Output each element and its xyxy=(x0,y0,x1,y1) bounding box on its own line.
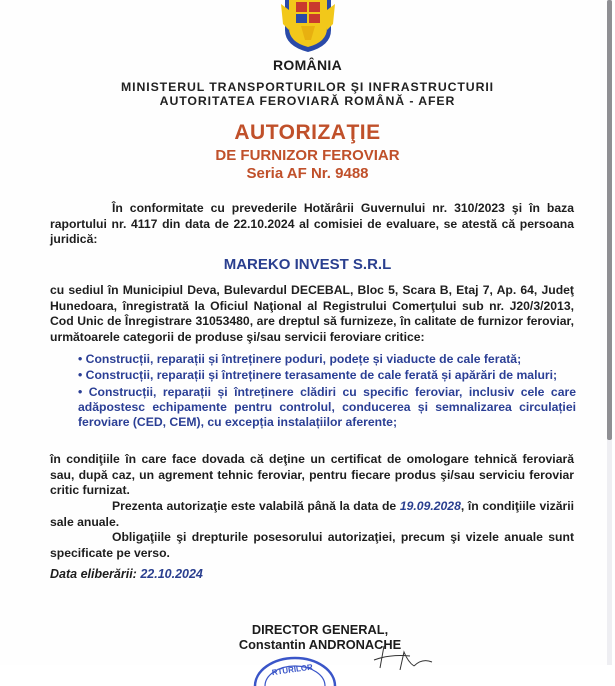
conditions-paragraph: în condiţiile în care face dovada că deţine un certificat de omologare tehnică feroviară sau, după caz, un agrement tehnic feroviar, pentru fiecare produs şi/sau serviciu feroviar critic furnizat. xyxy=(50,452,574,497)
document-series: Seria AF Nr. 9488 xyxy=(246,165,369,182)
validity-paragraph xyxy=(50,499,574,530)
ministry-name: MINISTERUL TRANSPORTURILOR ŞI INFRASTRUCTURII xyxy=(121,80,494,94)
ministry-heading xyxy=(0,80,615,108)
scrollbar-thumb[interactable] xyxy=(607,0,612,440)
official-stamp-icon xyxy=(250,646,340,686)
romania-coat-of-arms-icon xyxy=(281,0,335,52)
service-item: • Construcții, reparații și întreținere terasamente de cale ferată și apărări de maluri; xyxy=(78,368,558,383)
document-subtitle: DE FURNIZOR FEROVIAR xyxy=(215,147,400,164)
authority-name: AUTORITATEA FEROVIARĂ ROMÂNĂ - AFER xyxy=(159,94,456,108)
signature-scribble-icon xyxy=(370,640,440,670)
document-title: AUTORIZAŢIE xyxy=(234,121,381,144)
svg-text:RTURILOR: RTURILOR xyxy=(271,662,314,678)
validity-text-after: , în condiţiile vizării sale anuale. xyxy=(50,499,575,529)
issue-date-value: 22.10.2024 xyxy=(140,567,203,581)
vertical-scrollbar[interactable] xyxy=(607,0,612,665)
services-list xyxy=(78,352,576,431)
service-item: • Construcții, reparații și întreținere poduri, podețe și viaducte de cale ferată; xyxy=(78,352,522,366)
company-name: MAREKO INVEST S.R.L xyxy=(223,256,392,273)
issue-date-label: Data eliberării: xyxy=(50,567,137,581)
company-details-paragraph: cu sediul în Municipiul Deva, Bulevardul DECEBAL, Bloc 5, Scara B, Etaj 7, Ap. 64, Judeţ Hunedoara, înregistrată la Oficiul Naţional al Registrului Comerţului sub nr. J20/3/2013, Cod Unic de Înregistrare 31053480, are dreptul să furnizeze, în calitate de furnizor feroviar, următoarele categorii de produse şi/sau servicii feroviare critice: xyxy=(50,283,574,344)
validity-date: 19.09.2028 xyxy=(399,499,461,513)
validity-text-before: Prezenta autorizaţie este valabilă până la data de xyxy=(112,499,400,513)
obligations-paragraph: Obligaţiile şi drepturile posesorului autorizaţiei, precum şi vizele anuale sunt specificate pe verso. xyxy=(50,530,574,560)
director-name: Constantin ANDRONACHE xyxy=(238,637,402,652)
director-title: DIRECTOR GENERAL, xyxy=(251,622,389,637)
country-heading: ROMÂNIA xyxy=(273,57,342,73)
service-item: • Construcții, reparații și întreținere clădiri cu specific feroviar, inclusiv cele care adăpostesc echipamente pentru controlul, conducerea și semnalizarea circulației feroviare (CED, CEM), cu excepția instalațiilor aferente; xyxy=(78,384,576,430)
intro-paragraph: În conformitate cu prevederile Hotărârii Guvernului nr. 310/2023 şi în baza raportului nr. 4117 din data de 22.10.2024 al comisiei de evaluare, se atestă că persoana juridică: xyxy=(50,201,574,246)
issue-date-line xyxy=(50,567,203,581)
